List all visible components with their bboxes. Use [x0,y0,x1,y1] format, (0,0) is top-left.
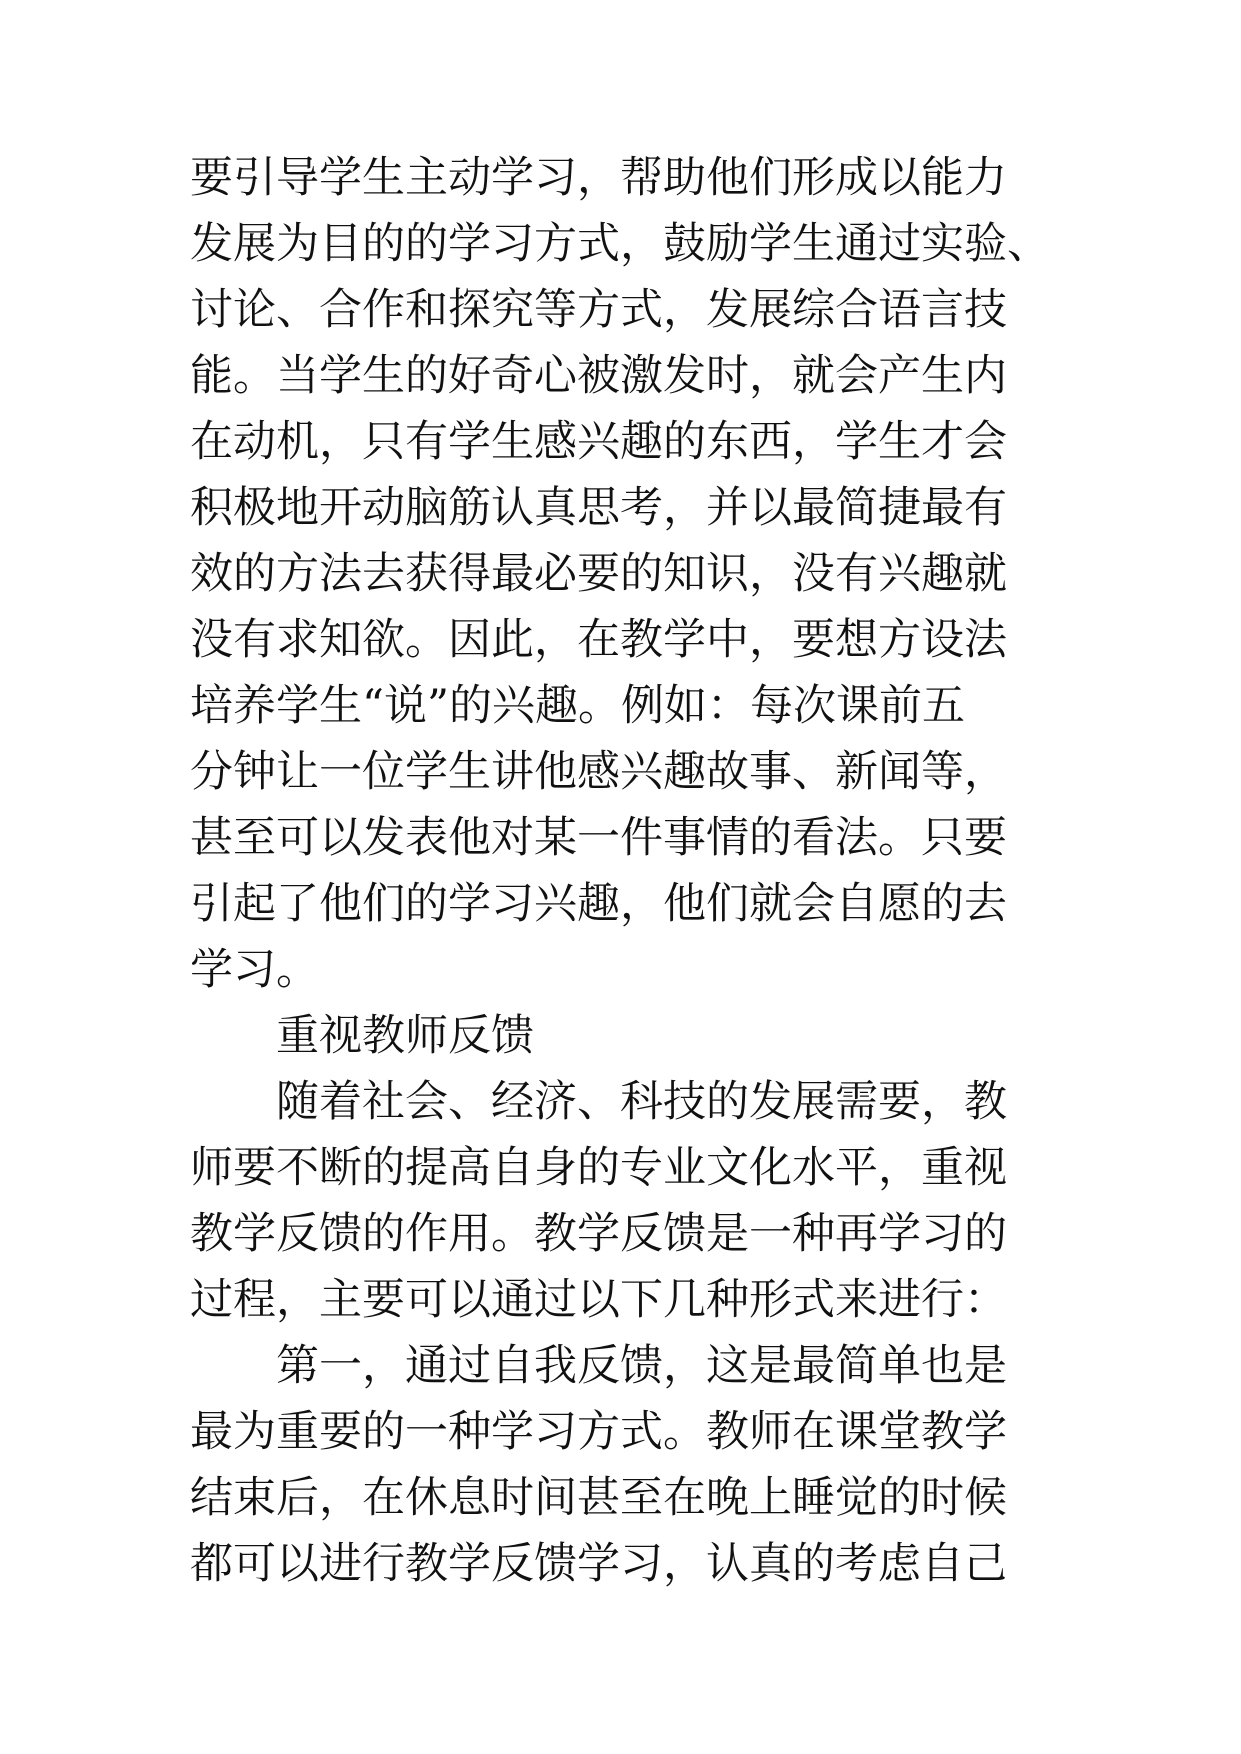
text-line: 随着社会、经济、科技的发展需要，教 [190,1077,1007,1127]
text-line: 培养学生“说”的兴趣。例如：每次课前五 [190,681,965,731]
text-line: 结束后，在休息时间甚至在晚上睡觉的时候 [190,1473,1007,1523]
text-line: 效的方法去获得最必要的知识，没有兴趣就 [190,549,1007,599]
text-line: 教学反馈的作用。教学反馈是一种再学习的 [190,1209,1007,1259]
text-line: 引起了他们的学习兴趣，他们就会自愿的去 [190,879,1007,929]
text-line: 最为重要的一种学习方式。教师在课堂教学 [190,1407,1007,1457]
text-line: 分钟让一位学生讲他感兴趣故事、新闻等， [190,747,1007,797]
text-line: 在动机，只有学生感兴趣的东西，学生才会 [190,417,1007,467]
text-line: 没有求知欲。因此，在教学中，要想方设法 [190,615,1007,665]
text-line: 学习。 [190,945,319,995]
text-line: 要引导学生主动学习，帮助他们形成以能力 [190,153,1007,203]
text-line: 师要不断的提高自身的专业文化水平，重视 [190,1143,1007,1193]
text-line: 积极地开动脑筋认真思考，并以最简捷最有 [190,483,1007,533]
text-line: 讨论、合作和探究等方式，发展综合语言技 [190,285,1007,335]
text-line: 能。当学生的好奇心被激发时，就会产生内 [190,351,1007,401]
body-text [190,145,1150,1597]
section-heading: 重视教师反馈 [190,1011,534,1061]
text-line: 都可以进行教学反馈学习，认真的考虑自己 [190,1539,1007,1589]
text-line: 第一，通过自我反馈，这是最简单也是 [190,1341,1007,1391]
text-line: 发展为目的的学习方式，鼓励学生通过实验、 [190,219,1050,269]
text-line: 甚至可以发表他对某一件事情的看法。只要 [190,813,1007,863]
text-line: 过程，主要可以通过以下几种形式来进行： [190,1275,1007,1325]
